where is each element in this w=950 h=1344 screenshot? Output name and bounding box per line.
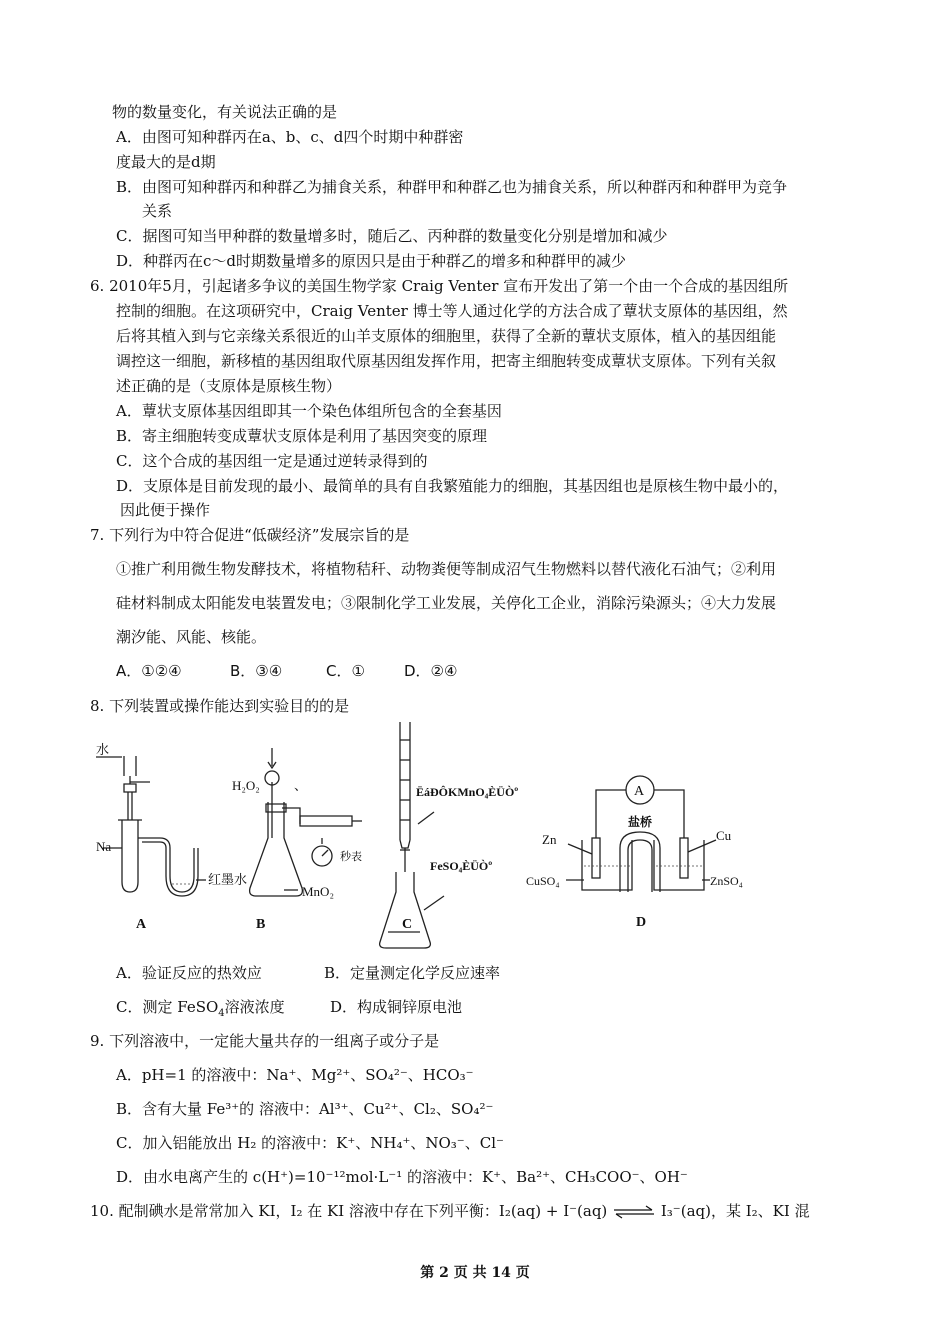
q9-option-c: C．加入铝能放出 H₂ 的溶液中：K⁺、NH₄⁺、NO₃⁻、Cl⁻ <box>116 1134 504 1152</box>
q6-stem-line2: 控制的细胞。在这项研究中，Craig Venter 博士等人通过化学的方法合成了蕈状支原体的基因组，然 <box>116 302 788 320</box>
fig-label-water: 水 <box>96 742 110 757</box>
q5-option-a: A．由图可知种群丙在a、b、c、d四个时期中种群密 <box>116 128 464 146</box>
fig-label-feso4: FeSO₄ÈÜÒº <box>430 859 493 873</box>
q6-option-c: C．这个合成的基因组一定是通过逆转录得到的 <box>116 452 428 470</box>
q7-body-line3: 潮汐能、风能、核能。 <box>116 628 267 646</box>
page-footer: 第 2 页 共 14 页 <box>420 1265 530 1281</box>
q10-stem: 10. 配制碘水是常常加入 KI，I₂ 在 KI 溶液中存在下列平衡：I₂(aq) + I⁻(aq) I₃⁻(aq)，某 I₂、KI 混 <box>90 1202 810 1220</box>
q5-option-d: D．种群丙在c～d时期数量增多的原因只是由于种群乙的增多和种群甲的减少 <box>116 252 627 270</box>
q9-option-a: A．pH=1 的溶液中：Na⁺、Mg²⁺、SO₄²⁻、HCO₃⁻ <box>116 1066 474 1084</box>
q5-option-b: B．由图可知种群丙和种群乙为捕食关系，种群甲和种群乙也为捕食关系，所以种群丙和种群甲为竞争 <box>116 178 788 196</box>
q7-option-d: D．②④ <box>404 662 458 680</box>
q7-option-b: B．③④ <box>230 662 283 680</box>
fig-label-mno2: MnO₂ <box>302 884 334 899</box>
q6-stem-line4: 调控这一细胞，新移植的基因组取代原基因组发挥作用，把寄主细胞转变成蕈状支原体。下列有关叙 <box>116 352 777 370</box>
fig-label-dot: 、 <box>294 778 308 793</box>
q6-option-b: B．寄主细胞转变成蕈状支原体是利用了基因突变的原理 <box>116 427 488 445</box>
q6-stem-line3: 后将其植入到与它亲缘关系很近的山羊支原体的细胞里，获得了全新的蕈状支原体，植入的基因组能 <box>116 327 777 345</box>
q7-body-line2: 硅材料制成太阳能发电装置发电；③限制化学工业发展，关停化工企业，消除污染源头；④大力发展 <box>116 594 777 612</box>
fig-label-acid-kmno4: ËáÐÔKMnO₄ÈÜÒº <box>416 785 519 799</box>
q8-apparatus-figure <box>0 720 950 960</box>
q5-stem-tail: 物的数量变化，有关说法正确的是 <box>112 103 338 121</box>
fig-label-znso4: ZnSO₄ <box>710 874 743 888</box>
fig-label-h2o2: H₂O₂ <box>232 778 260 793</box>
q5-option-c: C．据图可知当甲种群的数量增多时，随后乙、丙种群的数量变化分别是增加和减少 <box>116 227 668 245</box>
q5-option-b-cont: 关系 <box>142 202 173 220</box>
q7-option-a: A．①②④ <box>116 662 182 680</box>
fig-caption-b: B <box>256 917 266 932</box>
fig-label-salt-bridge: 盐桥 <box>628 815 653 829</box>
q6-option-d-cont: 因此便于操作 <box>120 501 211 519</box>
fig-label-stopwatch: 秒表 <box>340 851 362 863</box>
q8-option-a: A．验证反应的热效应 <box>116 964 262 982</box>
q5-option-a-cont: 度最大的是d期 <box>116 153 216 171</box>
q8-stem: 8. 下列装置或操作能达到实验目的的是 <box>90 697 350 715</box>
q7-stem: 7. 下列行为中符合促进“低碳经济”发展宗旨的是 <box>90 526 410 544</box>
fig-label-ammeter: A <box>634 784 645 799</box>
q7-body-line1: ①推广利用微生物发酵技术，将植物秸秆、动物粪便等制成沼气生物燃料以替代液化石油气；②利用 <box>116 560 777 578</box>
q7-option-c: C．① <box>326 662 365 680</box>
q9-option-d: D．由水电离产生的 c(H⁺)=10⁻¹²mol·L⁻¹ 的溶液中：K⁺、Ba²⁺、CH₃COO⁻、OH⁻ <box>116 1168 688 1186</box>
fig-label-red-ink: 红墨水 <box>208 872 248 887</box>
fig-caption-c: C <box>402 917 413 932</box>
q6-option-a: A．蕈状支原体基因组即其一个染色体组所包含的全套基因 <box>116 402 502 420</box>
equilibrium-arrow-icon <box>612 1205 656 1219</box>
fig-caption-d: D <box>636 915 647 930</box>
q6-option-d: D．支原体是目前发现的最小、最简单的具有自我繁殖能力的细胞，其基因组也是原核生物中最小的， <box>116 477 789 495</box>
q6-stem-line5: 述正确的是（支原体是原核生物） <box>116 377 342 395</box>
q9-option-b: B．含有大量 Fe³⁺的 溶液中：Al³⁺、Cu²⁺、Cl₂、SO₄²⁻ <box>116 1100 494 1118</box>
q9-stem: 9. 下列溶液中，一定能大量共存的一组离子或分子是 <box>90 1032 440 1050</box>
q8-option-d: D．构成铜锌原电池 <box>330 998 463 1016</box>
fig-label-zn: Zn <box>542 832 557 847</box>
fig-label-cuso4: CuSO₄ <box>526 874 560 888</box>
fig-label-na: Na <box>96 839 112 854</box>
q6-stem-line1: 6. 2010年5月，引起诸多争议的美国生物学家 Craig Venter 宣布开发出了第一个由一个合成的基因组所 <box>90 277 789 295</box>
q8-option-c: C．测定 FeSO$_4$溶液浓度 <box>116 998 285 1019</box>
q8-option-b: B．定量测定化学反应速率 <box>324 964 501 982</box>
fig-caption-a: A <box>136 917 147 932</box>
fig-label-cu: Cu <box>716 828 732 843</box>
